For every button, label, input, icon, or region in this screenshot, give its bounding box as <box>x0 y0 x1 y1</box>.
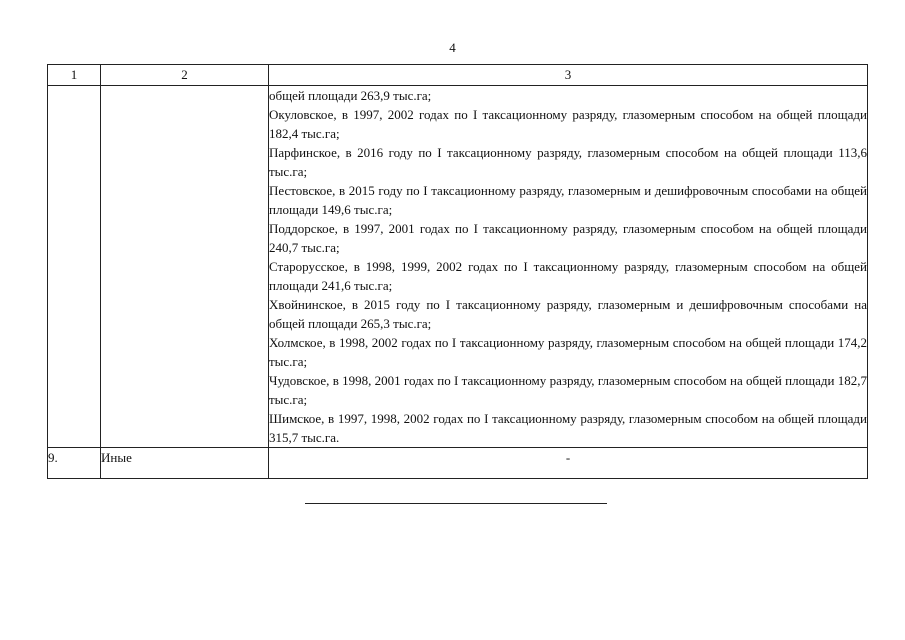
row-name-cell: Иные <box>101 448 269 479</box>
empty-number-cell <box>48 86 101 448</box>
column-header-3: 3 <box>269 65 868 86</box>
page-number: 4 <box>449 40 456 55</box>
district-entry: Окуловское, в 1997, 2002 годах по I таксационному разряду, глазомерным способом на общей площади 182,4 тыс.га; <box>269 107 867 141</box>
table-row-9 <box>48 448 868 479</box>
district-entry: общей площади 263,9 тыс.га; <box>269 88 432 103</box>
end-of-document-rule <box>305 503 607 504</box>
column-header-2: 2 <box>101 65 269 86</box>
row-value-cell: - <box>269 448 868 479</box>
table-row-continuation <box>48 86 868 448</box>
district-entry: Чудовское, в 1998, 2001 годах по I таксационному разряду, глазомерным способом на общей площади 182,7 тыс.га; <box>269 373 867 407</box>
continuation-text-cell <box>269 86 868 448</box>
district-entry: Хвойнинское, в 2015 году по I таксационному разряду, глазомерным и дешифровочным способами на общей площади 265,3 тыс.га; <box>269 297 867 331</box>
district-entry: Пестовское, в 2015 году по I таксационному разряду, глазомерным и дешифровочным способами на общей площади 149,6 тыс.га; <box>269 183 867 217</box>
column-header-1: 1 <box>48 65 101 86</box>
table-header-row <box>48 65 868 86</box>
district-entry: Парфинское, в 2016 году по I таксационному разряду, глазомерным способом на общей площади 113,6 тыс.га; <box>269 145 867 179</box>
forest-inventory-table <box>47 64 868 479</box>
district-entry: Поддорское, в 1997, 2001 годах по I таксационному разряду, глазомерным способом на общей площади 240,7 тыс.га; <box>269 221 867 255</box>
row-number-cell: 9. <box>48 448 101 479</box>
district-entry: Шимское, в 1997, 1998, 2002 годах по I таксационному разряду, глазомерным способом на общей площади 315,7 тыс.га. <box>269 411 867 445</box>
district-entry: Старорусское, в 1998, 1999, 2002 годах по I таксационному разряду, глазомерным способом на общей площади 241,6 тыс.га; <box>269 259 867 293</box>
district-entry: Холмское, в 1998, 2002 годах по I таксационному разряду, глазомерным способом на общей площади 174,2 тыс.га; <box>269 335 867 369</box>
empty-name-cell <box>101 86 269 448</box>
